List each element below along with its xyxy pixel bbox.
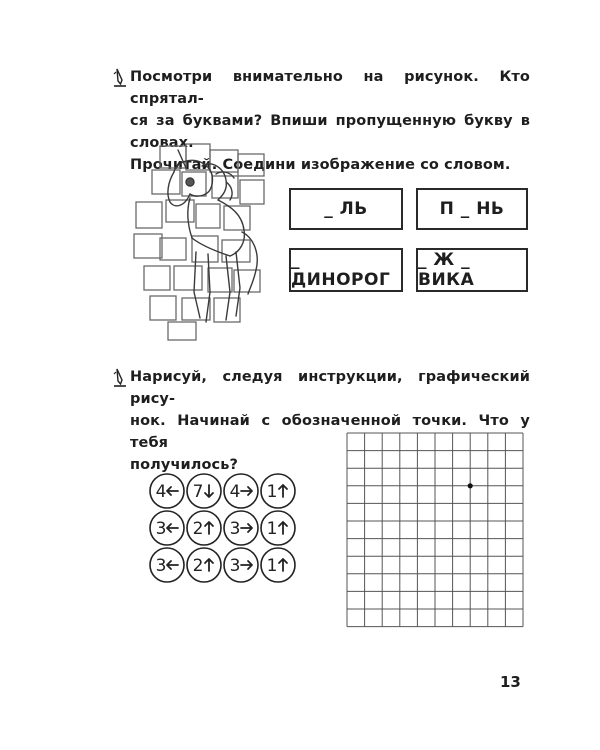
word-card-label: _ ДИНОРОГ [291, 250, 391, 290]
instruction-step [150, 474, 184, 508]
step-count: 7 [192, 482, 204, 502]
page-number: 13 [500, 673, 521, 691]
word-card-1[interactable] [289, 188, 403, 230]
word-card-4[interactable] [416, 248, 528, 292]
word-card-2[interactable] [416, 188, 528, 230]
instruction-step [224, 511, 258, 545]
step-count: 4 [155, 482, 167, 502]
hidden-picture[interactable] [130, 142, 270, 342]
instruction-step [224, 548, 258, 582]
start-point[interactable] [468, 483, 473, 488]
step-count: 4 [229, 482, 241, 502]
word-card-label: _ ЛЬ [324, 199, 368, 219]
instruction-step [187, 474, 221, 508]
step-count: 2 [192, 519, 204, 539]
instruction-line: нок. Начинай с обозначенной точки. Что у тебя [130, 413, 530, 451]
step-count: 3 [155, 556, 167, 576]
word-card-label: П _ НЬ [439, 199, 505, 219]
instruction-step [187, 511, 221, 545]
instruction-step [150, 548, 184, 582]
pencil-icon [113, 68, 127, 88]
instruction-line: получилось? [130, 457, 239, 473]
drawing-grid[interactable] [346, 432, 526, 647]
step-count: 1 [266, 519, 278, 539]
step-instructions [148, 472, 308, 592]
pencil-icon [113, 368, 127, 388]
instruction-step [187, 548, 221, 582]
step-count: 1 [266, 482, 278, 502]
task-1-pencil-icon [113, 68, 127, 92]
instruction-line: Нарисуй, следуя инструкции, графический рису- [130, 369, 530, 407]
step-count: 3 [229, 519, 241, 539]
instruction-line: Прочитай. Соедини изображение со словом. [130, 157, 511, 173]
instruction-line: Посмотри внимательно на рисунок. Кто спрятал- [130, 69, 530, 107]
instruction-step [261, 511, 295, 545]
word-card-label: _ Ж _ ВИКА [418, 250, 475, 290]
instruction-step [150, 511, 184, 545]
task-2-pencil-icon [113, 368, 127, 392]
instruction-step [224, 474, 258, 508]
step-count: 2 [192, 556, 204, 576]
word-card-3[interactable] [289, 248, 403, 292]
step-count: 3 [155, 519, 167, 539]
step-count: 3 [229, 556, 241, 576]
instruction-step [261, 474, 295, 508]
instruction-step [261, 548, 295, 582]
step-count: 1 [266, 556, 278, 576]
instruction-line: ся за буквами? Впиши пропущенную букву в словах. [130, 113, 530, 151]
